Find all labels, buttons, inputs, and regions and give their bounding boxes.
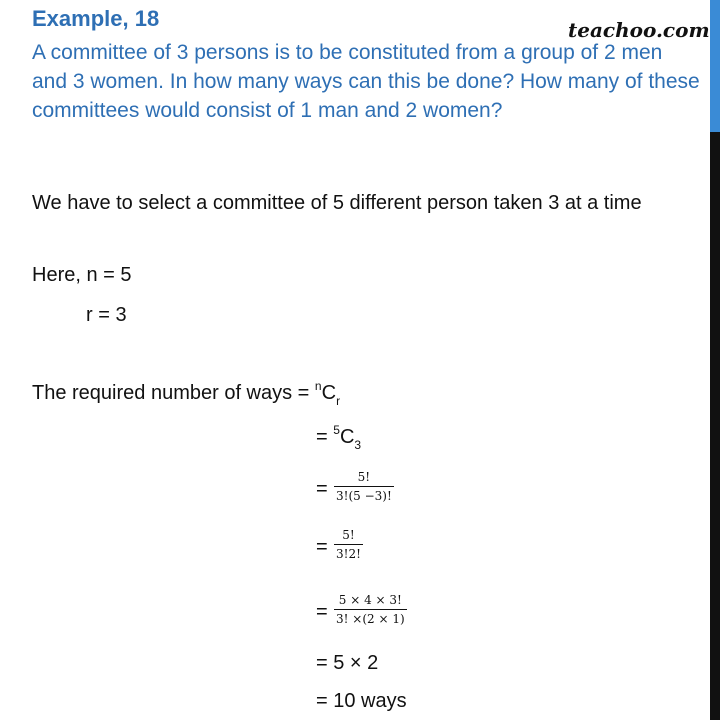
step-6: = 10 ways [316, 690, 407, 712]
required-label: The required number of ways = [32, 382, 315, 404]
sidebar-accent-bottom [710, 132, 720, 720]
step1-eq: = [316, 426, 334, 448]
step2-eq: = [316, 478, 328, 500]
given-n: Here, n = 5 [32, 264, 132, 286]
ncr-base: C [321, 382, 337, 404]
solution-intro: We have to select a committee of 5 different person taken 3 at a time [32, 192, 642, 214]
given-r: r = 3 [86, 304, 127, 326]
step1-base: C [339, 426, 355, 448]
step3-denominator: 3!2! [334, 544, 363, 561]
brand-logo: teachoo.com [568, 18, 710, 42]
step4-numerator: 5 × 4 × 3! [338, 593, 402, 607]
ncr-sup: n [314, 379, 322, 393]
step2-numerator: 5! [357, 470, 371, 484]
step1-sub: 3 [354, 438, 362, 452]
step4-fraction [334, 593, 407, 626]
step3-fraction [334, 528, 363, 561]
step3-numerator: 5! [342, 528, 355, 542]
step1-sup: 5 [333, 423, 340, 437]
step-1 [316, 424, 361, 452]
step4-eq: = [316, 601, 328, 623]
step2-denominator: 3!(5 −3)! [334, 486, 394, 503]
sidebar-accent-top [710, 0, 720, 132]
step3-eq: = [316, 536, 328, 558]
question-text: A committee of 3 persons is to be constituted from a group of 2 men and 3 women. In how many ways can this be done? How many of these committees would consist of 1 man and 2 women? [32, 41, 700, 122]
example-title: Example, 18 [32, 6, 160, 31]
step4-denominator: 3! ×(2 × 1) [334, 609, 407, 626]
step-5: = 5 × 2 [316, 652, 379, 674]
required-ways-line [32, 380, 340, 408]
ncr-sub: r [336, 394, 341, 408]
step2-fraction [334, 470, 394, 503]
